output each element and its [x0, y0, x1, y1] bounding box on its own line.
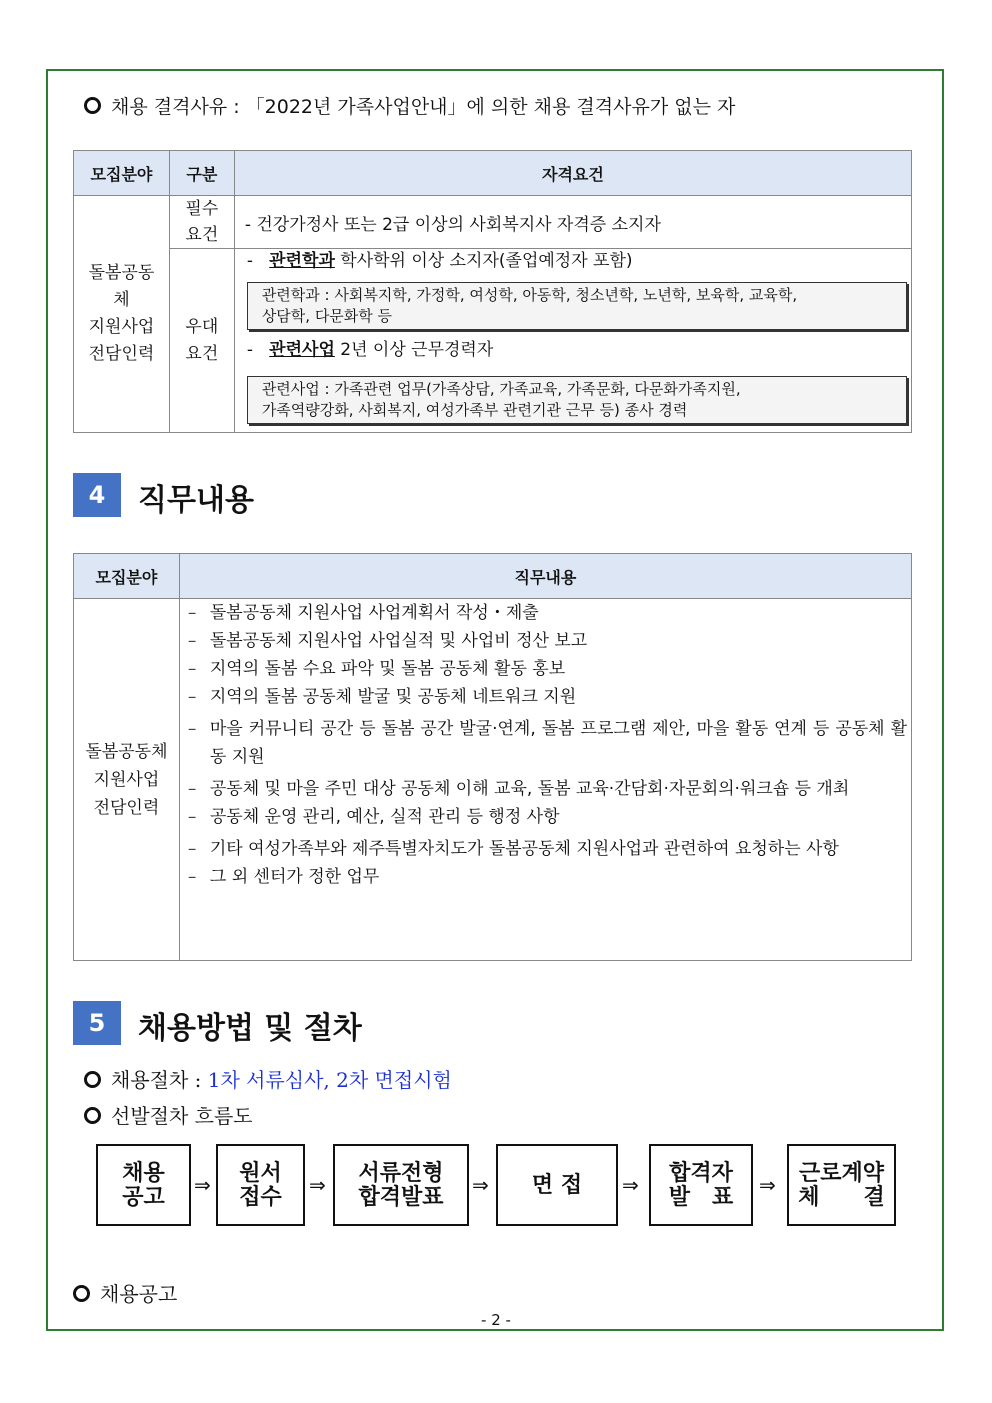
- flow-step-application: 원서 접수: [216, 1144, 305, 1226]
- flow-label-line: [84, 1100, 253, 1129]
- duty-table: [73, 553, 912, 961]
- dash-marker: –: [187, 839, 197, 859]
- duty-item: [188, 835, 907, 863]
- flow-arrow-icon: ⇒: [194, 1173, 211, 1197]
- duty-list: [188, 599, 907, 891]
- flow-arrow-icon: ⇒: [759, 1173, 776, 1197]
- duty-item-text: 마을 커뮤니티 공간 등 돌봄 공간 발굴·연계, 돌봄 프로그램 제안, 마을 활동 연계 등 공동체 활동 지원: [209, 719, 907, 767]
- dash-marker: –: [187, 719, 197, 739]
- preferred-text-cell: [234, 249, 911, 433]
- header-field: 모집분야: [74, 151, 170, 196]
- flow-arrow-icon: ⇒: [309, 1173, 326, 1197]
- header-category: 구분: [169, 151, 234, 196]
- section-5-number: 5: [73, 1001, 121, 1045]
- flow-arrow-icon: ⇒: [472, 1173, 489, 1197]
- duty-item: [188, 683, 907, 711]
- duty-item: [188, 715, 907, 771]
- dash-marker: –: [187, 687, 197, 707]
- duty-item-text: 기타 여성가족부와 제주특별자치도가 돌봄공동체 지원사업과 관련하여 요청하는 사항: [209, 839, 839, 859]
- dash-marker: –: [187, 779, 197, 799]
- duty-item: [188, 627, 907, 655]
- flow-step-contract: 근로계약 체 결: [787, 1144, 896, 1226]
- duty-item-text: 공동체 운영 관리, 예산, 실적 관리 등 행정 사항: [209, 807, 560, 827]
- duty-item: [188, 599, 907, 627]
- disqualification-text: 「2022년 가족사업안내」에 의한 채용 결격사유가 없는 자: [245, 96, 736, 118]
- bullet-circle-icon: [84, 1071, 101, 1088]
- procedure-label: 채용절차 :: [111, 1068, 202, 1092]
- duty-header-content: 직무내용: [179, 554, 911, 599]
- dash-marker: –: [187, 603, 197, 623]
- section-4-title: 직무내용: [138, 483, 254, 518]
- flow-step-final-result: 합격자 발 표: [649, 1144, 753, 1226]
- required-label-cell: 필수 요건: [169, 196, 234, 249]
- disqualification-label: 채용 결격사유 :: [111, 96, 240, 118]
- flow-step-document-screening: 서류전형 합격발표: [333, 1144, 469, 1226]
- preferred-label-cell: 우대 요건: [169, 249, 234, 433]
- field-cell: 돌봄공동 체 지원사업 전담인력: [74, 196, 170, 433]
- bullet-circle-icon: [73, 1285, 90, 1302]
- duty-item-text: 지역의 돌봄 공동체 발굴 및 공동체 네트워크 지원: [209, 687, 577, 707]
- procedure-line: [84, 1064, 452, 1093]
- dash-marker: –: [187, 867, 197, 887]
- duty-header-field: 모집분야: [74, 554, 180, 599]
- duty-item: [188, 803, 907, 831]
- flow-label: 선발절차 흐름도: [111, 1104, 253, 1128]
- duty-item-text: 돌봄공동체 지원사업 사업계획서 작성・제출: [209, 603, 539, 623]
- notice-line: [73, 1278, 177, 1307]
- page-number: - 2 -: [481, 1311, 511, 1329]
- notice-label: 채용공고: [100, 1282, 178, 1306]
- duty-item: [188, 863, 907, 891]
- duty-item: [188, 775, 907, 803]
- dash-marker: –: [187, 807, 197, 827]
- duty-item: [188, 655, 907, 683]
- flow-arrow-icon: ⇒: [622, 1173, 639, 1197]
- dash-marker: –: [187, 659, 197, 679]
- section-4-number: 4: [73, 473, 121, 517]
- experience-detail-box: 관련사업 : 가족관련 업무(가족상담, 가족교육, 가족문화, 다문화가족지원, 가족역량강화, 사회복지, 여성가족부 관련기관 근무 등) 종사 경력: [247, 376, 907, 424]
- major-detail-box: 관련학과 : 사회복지학, 가정학, 여성학, 아동학, 청소년학, 노년학, 보육학, 교육학, 상담학, 다문화학 등: [247, 282, 907, 330]
- disqualification-line: [84, 92, 735, 119]
- duty-content-cell: [179, 599, 911, 961]
- duty-field-cell: 돌봄공동체 지원사업 전담인력: [74, 599, 180, 961]
- bullet-circle-icon: [84, 1107, 101, 1124]
- section-5-title: 채용방법 및 절차: [138, 1011, 362, 1046]
- preferred-experience-line: - 관련사업 2년 이상 근무경력자: [246, 340, 494, 360]
- qualification-table: [73, 150, 912, 433]
- duty-item-text: 그 외 센터가 정한 업무: [209, 867, 380, 887]
- bullet-circle-icon: [84, 97, 101, 114]
- flow-step-interview: 면 접: [496, 1144, 618, 1226]
- header-requirements: 자격요건: [234, 151, 911, 196]
- duty-item-text: 돌봄공동체 지원사업 사업실적 및 사업비 정산 보고: [209, 631, 588, 651]
- duty-item-text: 공동체 및 마을 주민 대상 공동체 이해 교육, 돌봄 교육·간담회·자문회의·워크숍 등 개최: [209, 779, 850, 799]
- dash-marker: –: [187, 631, 197, 651]
- required-text: - 건강가정사 또는 2급 이상의 사회복지사 자격증 소지자: [234, 196, 911, 249]
- procedure-value: 1차 서류심사, 2차 면접시험: [207, 1068, 452, 1092]
- duty-item-text: 지역의 돌봄 수요 파악 및 돌봄 공동체 활동 홍보: [209, 659, 566, 679]
- preferred-major-line: - 관련학과 학사학위 이상 소지자(졸업예정자 포함): [246, 251, 633, 271]
- flow-step-announcement: 채용 공고: [96, 1144, 191, 1226]
